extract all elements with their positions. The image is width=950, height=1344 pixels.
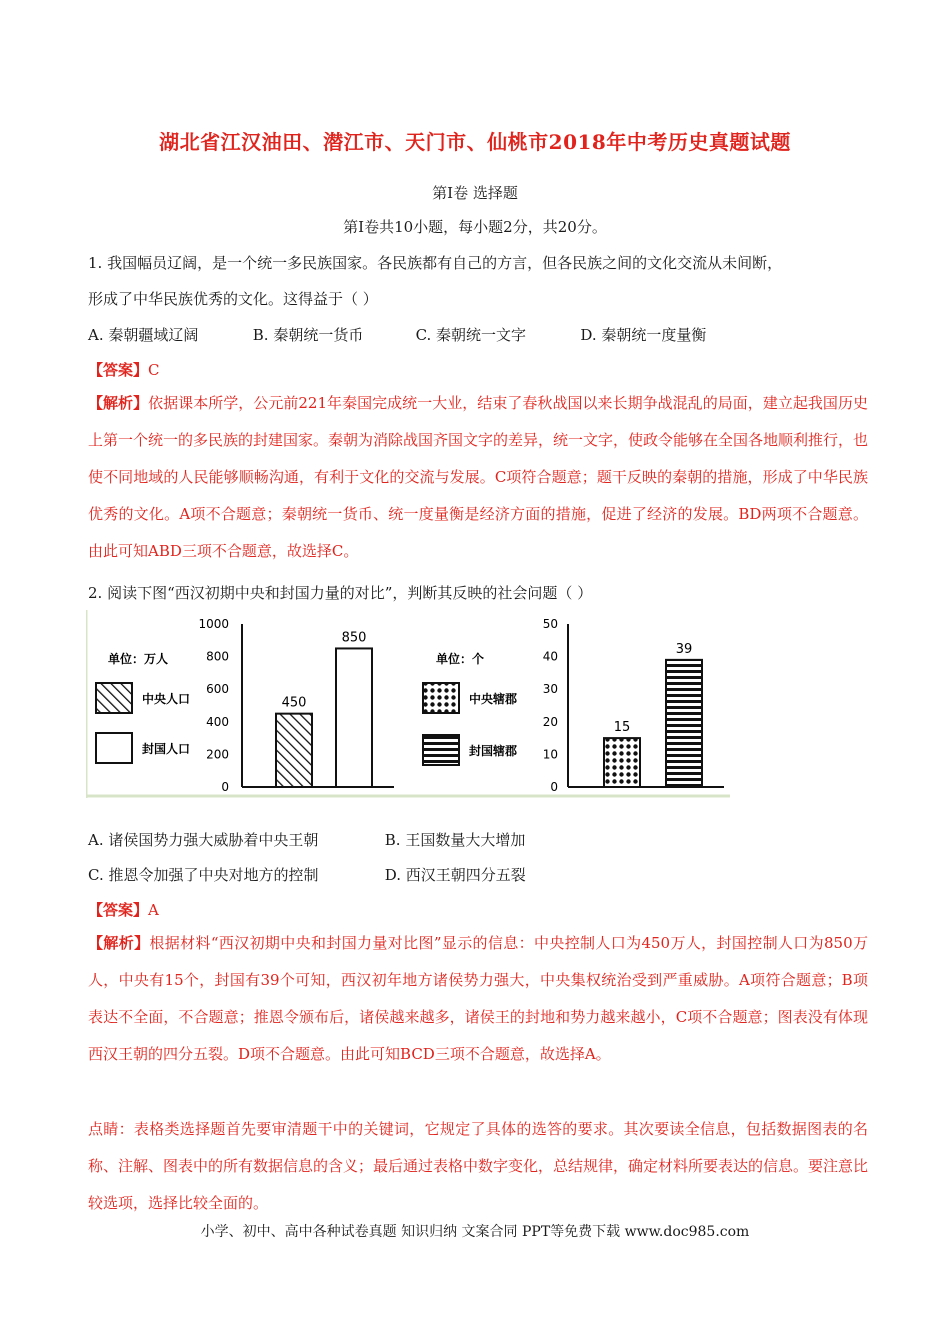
chart2-value-central: 15 [613, 720, 631, 736]
chart1-legend-fief: 封国人口 [142, 742, 191, 756]
q2-option-d: D. 西汉王朝四分五裂 [384, 866, 526, 884]
q2-tip: 点睛：表格类选择题首先要审清题干中的关键词，它规定了具体的选答的要求。其次要读全信息，包括数据图表的名称、注解、图表中的所有数据信息的含义；最后通过表格中数字变化，总结规律，确定材料所要表达的信息。要注意比较选项，选择比较全面的。 [88, 1120, 869, 1212]
chart1-bar-fief [336, 648, 372, 787]
chart2-unit-label: 单位：个 [436, 652, 485, 666]
chart1-legend-swatch-central [96, 683, 132, 713]
q2-analysis-text: 根据材料“西汉初期中央和封国力量对比图”显示的信息：中央控制人口为450万人，封国控制人口为850万人，中央有15个，封国有39个可知，西汉初年地方诸侯势力强大，中央集权统治受到严重威胁。A项符合题意；B项表达不全面，不合题意；推恩令颁布后，诸侯越来越多，诸侯王的封地和势力越来越小，C项不合题意；图表没有体现西汉王朝的四分五裂。D项不合题意。由此可知BCD三项不合题意，故选择A。 [88, 934, 868, 1063]
q2-stem: 2. 阅读下图“西汉初期中央和封国力量的对比”，判断其反映的社会问题（ ） [88, 584, 593, 602]
chart1-unit-label: 单位：万人 [108, 652, 169, 666]
chart1-value-central: 450 [281, 695, 307, 711]
chart2-legend-fief: 封国辖郡 [469, 744, 518, 758]
q1-stem-line2: 形成了中华民族优秀的文化。这得益于（ ） [88, 290, 378, 308]
chart2-legend-swatch-central [423, 683, 459, 713]
q1-options [88, 324, 706, 345]
q2-option-a: A. 诸侯国势力强大威胁着中央王朝 [88, 831, 319, 849]
q2-analysis-label: 【解析】 [88, 934, 150, 952]
q1-option-b: B. 秦朝统一货币 [252, 326, 364, 344]
q1-analysis [88, 385, 868, 570]
section-note: 第Ⅰ卷共10小题，每小题2分，共20分。 [343, 218, 607, 236]
q1-stem-line1: 1. 我国幅员辽阔，是一个统一多民族国家。各民族都有自己的方言，但各民族之间的文化交流从未间断， [88, 254, 783, 272]
q2-answer [88, 899, 159, 920]
q2-answer-label: 【答案】 [88, 901, 149, 919]
q1-answer-value: C [148, 361, 160, 379]
chart2-legend-central: 中央辖郡 [469, 692, 518, 706]
chart2-y-tick: 10 [542, 747, 558, 762]
q2-analysis [88, 925, 868, 1073]
q1-option-c: C. 秦朝统一文字 [415, 326, 527, 344]
q2-option-c: C. 推恩令加强了中央对地方的控制 [88, 866, 319, 884]
section-heading: 第Ⅰ卷 选择题 [432, 184, 518, 202]
chart2-bar-fief [666, 660, 702, 787]
chart1-y-tick: 1000 [198, 617, 229, 631]
chart2-bar-central [604, 738, 640, 787]
chart2-y-tick: 50 [542, 617, 558, 631]
q1-answer [88, 359, 160, 380]
chart1-y-tick: 0 [221, 780, 229, 794]
q2-option-b: B. 王国数量大大增加 [384, 831, 526, 849]
chart1-bar-central [276, 714, 312, 787]
q2-figure [86, 610, 730, 798]
q1-option-a: A. 秦朝疆域辽阔 [88, 326, 199, 344]
chart2-y-tick: 30 [542, 682, 558, 697]
chart1-legend-central: 中央人口 [142, 692, 191, 706]
page-footer: 小学、初中、高中各种试卷真题 知识归纳 文案合同 PPT等免费下载 www.doc985.com [200, 1224, 750, 1240]
q2-answer-value: A [148, 901, 159, 919]
q1-analysis-text: 依据课本所学，公元前221年秦国完成统一大业，结束了春秋战国以来长期争战混乱的局面，建立起我国历史上第一个统一的多民族的封建国家。秦朝为消除战国齐国文字的差异，统一文字，使政令能够在全国各地顺利推行，也使不同地域的人民能够顺畅沟通，有利于文化的交流与发展。C项符合题意；题干反映的秦朝的措施，形成了中华民族优秀的文化。A项不合题意；秦朝统一货币、统一度量衡是经济方面的措施，促进了经济的发展。BD两项不合题意。由此可知ABD三项不合题意，故选择C。 [88, 394, 869, 560]
chart1-y-tick: 200 [206, 747, 229, 762]
chart2-value-fief: 39 [675, 641, 693, 657]
chart1-y-tick: 800 [206, 649, 229, 664]
chart1-y-tick: 400 [206, 714, 229, 729]
q2-options-row1 [88, 829, 525, 850]
q1-option-d: D. 秦朝统一度量衡 [580, 326, 707, 344]
chart2-y-tick: 40 [542, 649, 558, 664]
chart1-legend-swatch-fief [96, 733, 132, 763]
page-title: 湖北省江汉油田、潜江市、天门市、仙桃市2018年中考历史真题试题 [159, 130, 791, 154]
q1-answer-label: 【答案】 [88, 361, 149, 379]
chart2-legend-swatch-fief [423, 735, 459, 765]
chart1-value-fief: 850 [341, 630, 367, 646]
chart2-y-tick: 0 [550, 780, 558, 794]
chart2-y-tick: 20 [542, 714, 558, 729]
q1-analysis-label: 【解析】 [88, 394, 149, 412]
chart1-y-tick: 600 [206, 682, 229, 697]
q2-options-row2 [88, 864, 526, 885]
